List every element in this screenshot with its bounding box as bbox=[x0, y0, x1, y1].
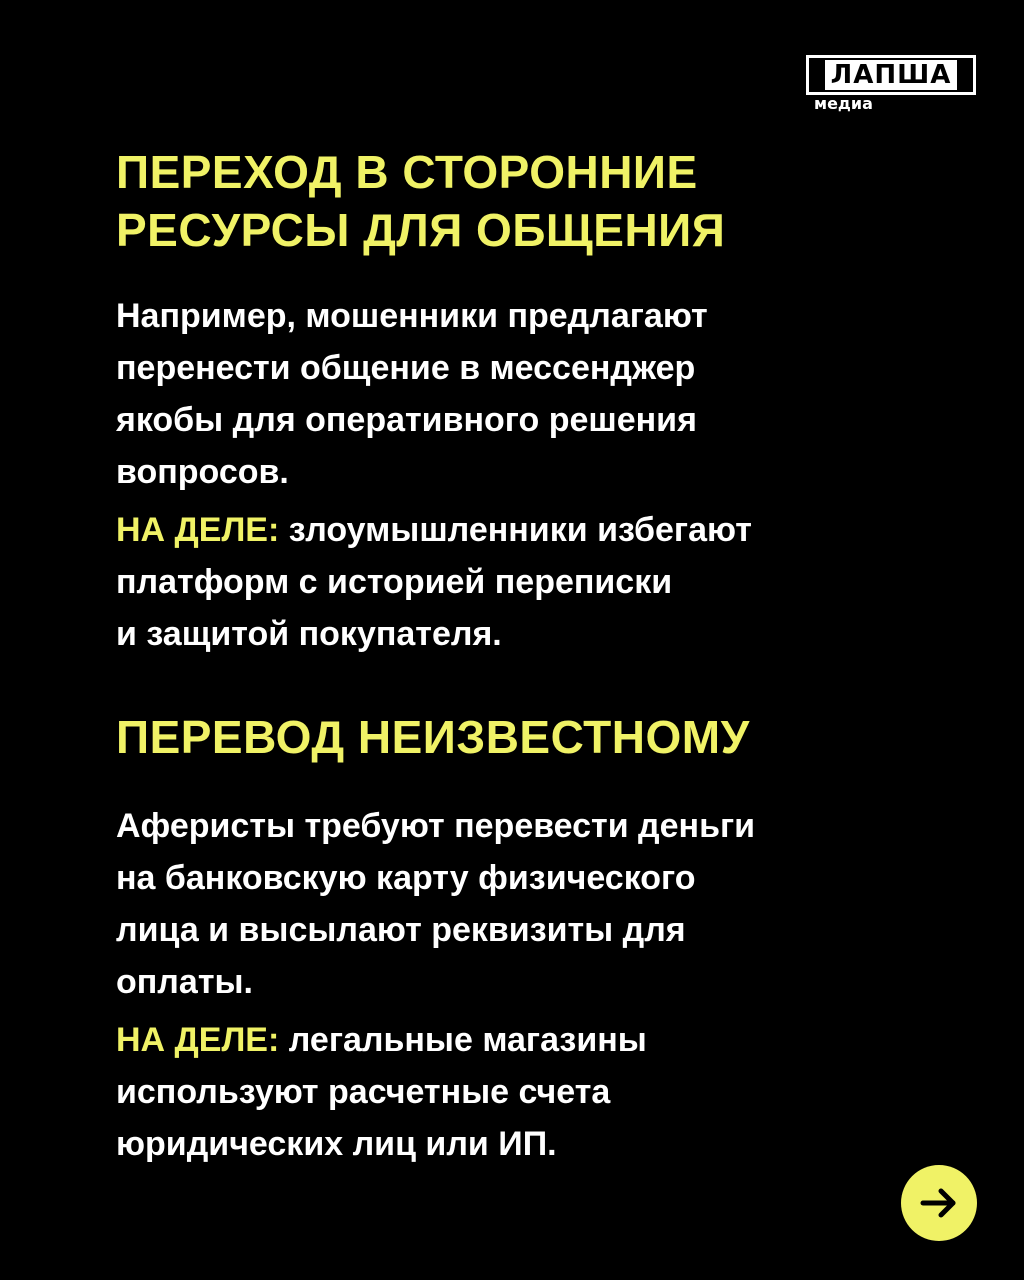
section2-body-line-3: лица и высылают реквизиты для bbox=[116, 911, 686, 949]
section1-title-line-1: ПЕРЕХОД В СТОРОННИЕ bbox=[116, 146, 698, 198]
logo-subtitle: медиа bbox=[814, 94, 873, 113]
section2-body bbox=[116, 800, 976, 1008]
section2-body-line-2: на банковскую карту физического bbox=[116, 859, 696, 897]
logo-word: ЛАПША bbox=[825, 60, 958, 90]
section1-title-line-2: РЕСУРСЫ ДЛЯ ОБЩЕНИЯ bbox=[116, 204, 726, 256]
section2-body-line-4: оплаты. bbox=[116, 963, 253, 1001]
section1-title bbox=[116, 143, 725, 259]
section1-fact-line-2: платформ с историей переписки bbox=[116, 563, 673, 601]
section2-title-line-1: ПЕРЕВОД НЕИЗВЕСТНОМУ bbox=[116, 711, 750, 763]
section2-fact-text-1: легальные магазины bbox=[279, 1021, 647, 1059]
section2-fact bbox=[116, 1014, 976, 1170]
section1-fact bbox=[116, 504, 976, 660]
section2-fact-line-1 bbox=[116, 1014, 976, 1066]
section1-fact-text-1: злоумышленники избегают bbox=[279, 511, 752, 549]
section2-fact-line-3: юридических лиц или ИП. bbox=[116, 1125, 557, 1163]
next-button[interactable] bbox=[901, 1165, 977, 1241]
logo-box bbox=[806, 55, 976, 95]
section1-body-line-1: Например, мошенники предлагают bbox=[116, 297, 708, 335]
section1-body-line-2: перенести общение в мессенджер bbox=[116, 349, 696, 387]
section2-body-line-1: Аферисты требуют перевести деньги bbox=[116, 807, 756, 845]
arrow-right-icon bbox=[915, 1179, 963, 1227]
section1-fact-line-1 bbox=[116, 504, 976, 556]
section2-title bbox=[116, 708, 750, 766]
section2-fact-line-2: используют расчетные счета bbox=[116, 1073, 611, 1111]
section1-fact-label: НА ДЕЛЕ: bbox=[116, 511, 280, 549]
section1-fact-line-3: и защитой покупателя. bbox=[116, 615, 502, 653]
section1-body-line-3: якобы для оперативного решения bbox=[116, 401, 697, 439]
section1-body bbox=[116, 290, 976, 498]
section1-body-line-4: вопросов. bbox=[116, 453, 289, 491]
section2-fact-label: НА ДЕЛЕ: bbox=[116, 1021, 280, 1059]
brand-logo bbox=[806, 55, 976, 113]
